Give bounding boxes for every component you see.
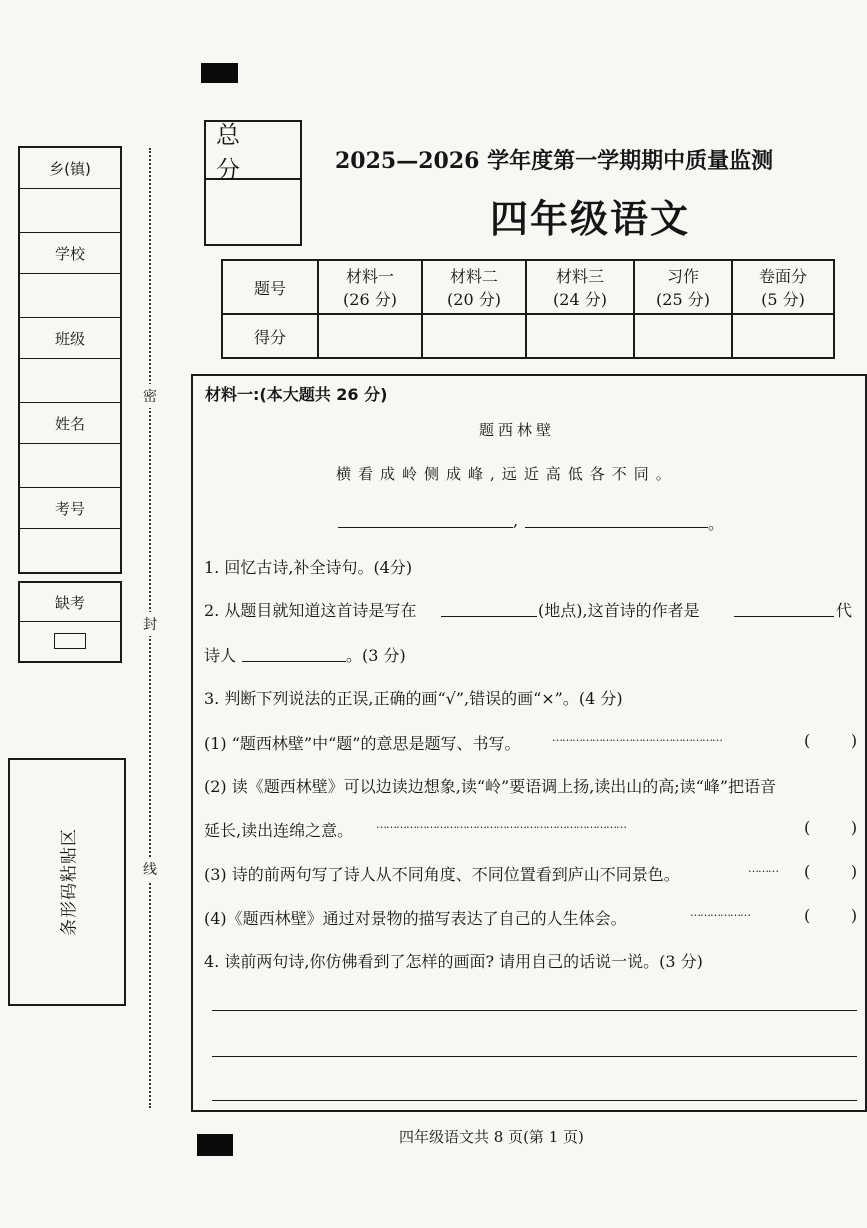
answer-line-1 [212,1010,857,1011]
seal-char-xian: 线 [143,857,157,881]
question-2-part-d: 诗人 [204,646,237,665]
q3-item-3: (3) 诗的前两句写了诗人从不同角度、不同位置看到庐山不同景色。 [204,865,680,884]
exam-title: 2025—2026 学年度第一学期期中质量监测 [335,148,774,174]
township-field [20,189,120,233]
col-name: 材料二 [449,267,498,286]
name-field [20,444,120,488]
score-cell [318,314,422,358]
q3-item-2-dots: ………………………………………………………………… [376,818,626,831]
poem-blank-1 [338,527,513,528]
material-heading: 材料一:(本大题共 26 分) [205,385,388,404]
col-name: 材料三 [555,267,604,286]
q3-item-4-paren: ( ) [804,906,858,925]
q3-item-4-dots: ……………… [690,906,750,919]
class-field [20,359,120,403]
absent-checkbox [54,633,86,649]
barcode-label: 条形码粘贴区 [59,828,80,936]
q3-item-2-paren: ( ) [804,818,858,837]
name-label: 姓名 [20,403,120,444]
poem-blank-2 [525,527,708,528]
answer-line-2 [212,1056,857,1057]
score-row-label: 得分 [222,314,318,358]
col-points: (25 分) [656,290,710,309]
seal-char-feng: 封 [143,612,157,636]
score-col-4 [634,260,732,314]
poem-blank-comma: , [513,511,519,530]
q3-item-2: (2) 读《题西林壁》可以边读边想象,读“岭”要语调上扬,读出山的高;读“峰”把语音 [204,777,777,796]
poem-title: 题西林壁 [479,421,556,439]
col-name: 材料一 [345,267,394,286]
score-col-3 [526,260,634,314]
score-cell [422,314,526,358]
q3-item-4: (4)《题西林壁》通过对景物的描写表达了自己的人生体会。 [204,909,627,928]
score-table-header-row [222,260,834,314]
col-points: (26 分) [343,290,397,309]
q3-item-2-cont: 延长,读出连绵之意。 [204,821,354,840]
poem-blank-period: 。 [708,514,725,533]
col-points: (24 分) [553,290,607,309]
question-4: 4. 读前两句诗,你仿佛看到了怎样的画面? 请用自己的话说一说。(3 分) [204,952,703,971]
score-col-1 [318,260,422,314]
school-field [20,274,120,318]
answer-line-3 [212,1100,857,1101]
score-table-score-row [222,314,834,358]
q2-poet-blank [242,661,346,662]
col-name: 卷面分 [758,267,807,286]
question-2-part-c: 代 [836,601,853,620]
question-2-part-b: (地点),这首诗的作者是 [538,601,700,620]
col-points: (5 分) [761,290,805,309]
total-score-box [204,120,302,246]
col-points: (20 分) [447,290,501,309]
seal-char-mi: 密 [143,384,157,408]
score-col-2 [422,260,526,314]
exam-number-label: 考号 [20,488,120,529]
score-cell [526,314,634,358]
q2-dynasty-blank [734,616,834,617]
col-name: 习作 [666,267,699,286]
subject-title: 四年级语文 [490,197,691,241]
class-label: 班级 [20,318,120,359]
student-info-column [18,146,122,574]
q3-item-1-paren: ( ) [804,731,858,750]
question-2-part-e: 。(3 分) [346,646,406,665]
q3-item-1-dots: …………………………………………… [552,731,722,744]
absent-box [18,581,122,663]
question-2-part-a: 2. 从题目就知道这首诗是写在 [204,601,417,620]
total-score-label: 总 分 [206,122,300,180]
question-3: 3. 判断下列说法的正误,正确的画“√”,错误的画“×”。(4 分) [204,689,623,708]
question-1: 1. 回忆古诗,补全诗句。(4分) [204,558,413,577]
q2-location-blank [441,616,537,617]
score-table [221,259,835,359]
q3-item-3-dots: ……… [748,862,778,875]
school-label: 学校 [20,233,120,274]
score-col-5 [732,260,834,314]
score-cell [634,314,732,358]
q3-item-3-paren: ( ) [804,862,858,881]
registration-mark-top [201,63,238,83]
poem-line: 横看成岭侧成峰,远近高低各不同。 [336,465,678,483]
question-number-label: 题号 [222,260,318,314]
exam-number-field [20,529,120,572]
registration-mark-bottom [197,1134,233,1156]
absent-label: 缺考 [20,583,120,622]
q3-item-1: (1) “题西林壁”中“题”的意思是题写、书写。 [204,734,521,753]
score-cell [732,314,834,358]
barcode-area [8,758,126,1006]
township-label: 乡(镇) [20,148,120,189]
page-footer: 四年级语文共 8 页(第 1 页) [399,1128,584,1146]
